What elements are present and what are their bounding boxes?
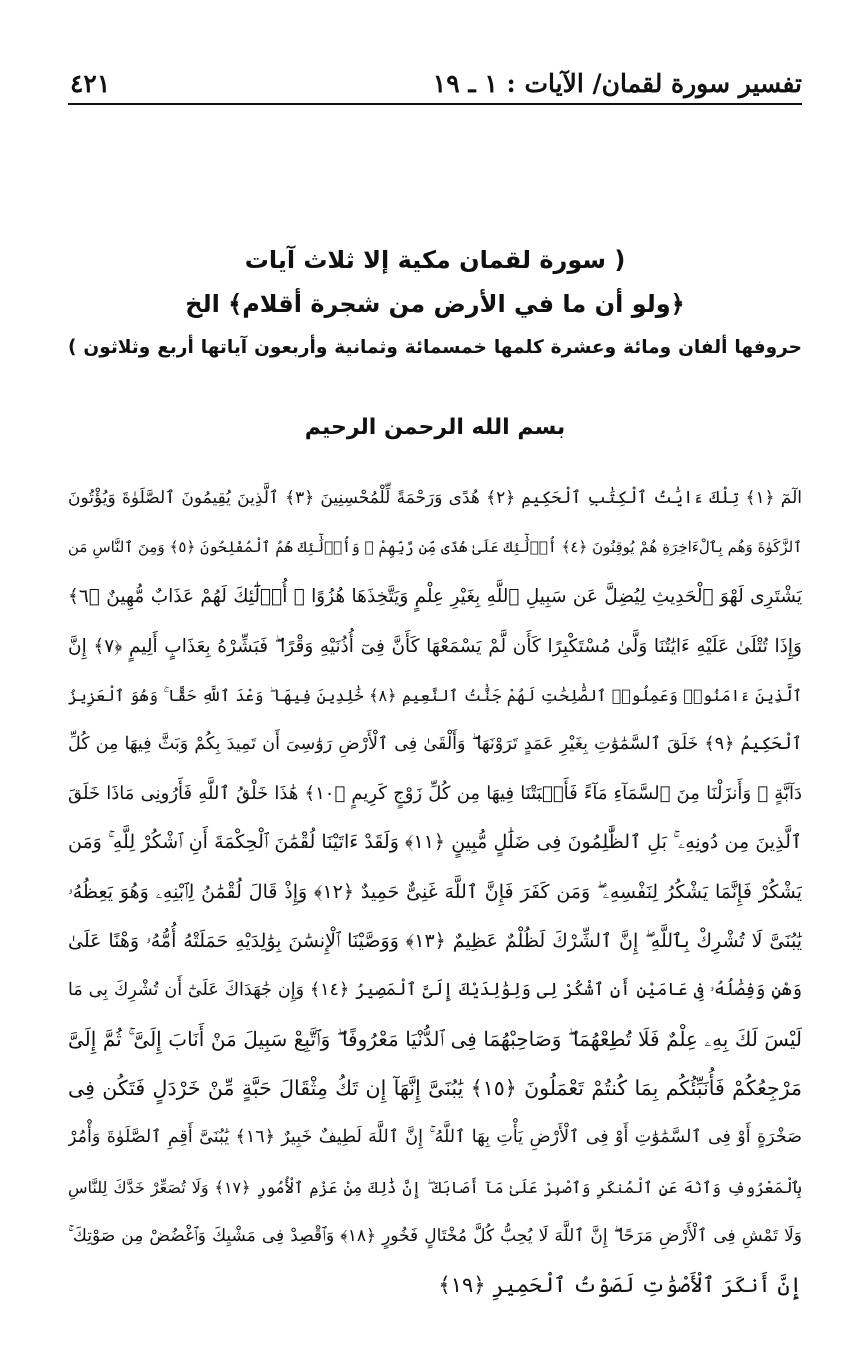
running-title: تفسير سورة لقمان/ الآيات : ١ ـ ١٩ — [432, 69, 802, 98]
quran-line: وَإِذَا تُتْلَىٰ عَلَيْهِ ءَايَٰتُنَا وَلَّىٰ مُسْتَكْبِرًا كَأَن لَّمْ يَسْمَعْهَا كَأَنَّ فِىٓ أُذُنَيْهِ وَقْرًا ۖ فَبَشِّرْهُ بِعَذَابٍ أَلِيمٍ ﴿٧﴾ إِنَّ — [68, 635, 802, 657]
quran-line: يَشْكُرْ فَإِنَّمَا يَشْكُرُ لِنَفْسِهِۦ ۖ وَمَن كَفَرَ فَإِنَّ ٱللَّهَ غَنِىٌّ حَمِيدٌ ﴿١٢﴾ وَإِذْ قَالَ لُقْمَٰنُ لِٱبْنِهِۦ وَهُوَ يَعِظُهُۥ — [68, 880, 802, 903]
surah-intro — [68, 238, 802, 370]
quran-line: يَٰبُنَىَّ لَا تُشْرِكْ بِٱللَّهِ ۖ إِنَّ ٱلشِّرْكَ لَظُلْمٌ عَظِيمٌ ﴿١٣﴾ وَوَصَّيْنَا ٱلْإِنسَٰنَ بِوَٰلِدَيْهِ حَمَلَتْهُ أُمُّهُۥ وَهْنًا عَلَىٰ — [68, 929, 802, 952]
quran-line: إِنَّ أَنكَرَ ٱلْأَصْوَٰتِ لَصَوْتُ ٱلْحَمِيرِ ﴿١٩﴾ — [438, 1273, 802, 1297]
quran-line: ٱلزَّكَوٰةَ وَهُم بِٱلْءَاخِرَةِ هُمْ يُوقِنُونَ ﴿٤﴾ أُو۟لَٰٓئِكَ عَلَىٰ هُدًى مِّن رَّبِّهِمْ ۖ وَأُو۟لَٰٓئِكَ هُمُ ٱلْمُفْلِحُونَ ﴿٥﴾ وَمِنَ ٱلنَّاسِ مَن — [68, 538, 802, 557]
surah-intro-line-2: ﴿ولو أن ما في الأرض من شجرة أقلام﴾ الخ — [185, 290, 685, 318]
quran-line: ٱلَّذِينَ مِن دُونِهِۦ ۚ بَلِ ٱلظَّٰلِمُونَ فِى ضَلَٰلٍ مُّبِينٍ ﴿١١﴾ وَلَقَدْ ءَاتَيْنَا لُقْمَٰنَ ٱلْحِكْمَةَ أَنِ ٱشْكُرْ لِلَّهِ ۚ وَمَن — [68, 831, 802, 854]
quran-line: صَخْرَةٍ أَوْ فِى ٱلسَّمَٰوَٰتِ أَوْ فِى ٱلْأَرْضِ يَأْتِ بِهَا ٱللَّهُ ۚ إِنَّ ٱللَّهَ لَطِيفٌ خَبِيرٌ ﴿١٦﴾ يَٰبُنَىَّ أَقِمِ ٱلصَّلَوٰةَ وَأْمُرْ — [68, 1127, 802, 1148]
quran-line: مَرْجِعُكُمْ فَأُنَبِّئُكُم بِمَا كُنتُمْ تَعْمَلُونَ ﴿١٥﴾ يَٰبُنَىَّ إِنَّهَآ إِن تَكُ مِثْقَالَ حَبَّةٍ مِّنْ خَرْدَلٍ فَتَكُن فِى — [68, 1076, 802, 1101]
quran-line: وَهْنٍ وَفِصَٰلُهُۥ فِى عَامَيْنِ أَنِ ٱشْكُرْ لِى وَلِوَٰلِدَيْكَ إِلَىَّ ٱلْمَصِيرُ ﴿١٤﴾ وَإِن جَٰهَدَاكَ عَلَىٰٓ أَن تُشْرِكَ بِى مَا — [68, 979, 802, 1000]
surah-intro-line-3: حروفها ألفان ومائة وعشرة كلمها خمسمائة وثمانية وأربعون آياتها أربع وثلاثون ) — [68, 337, 802, 358]
running-header — [70, 58, 802, 98]
quran-line: بِٱلْمَعْرُوفِ وَٱنْهَ عَنِ ٱلْمُنكَرِ وَٱصْبِرْ عَلَىٰ مَآ أَصَابَكَ ۖ إِنَّ ذَٰلِكَ مِنْ عَزْمِ ٱلْأُمُورِ ﴿١٧﴾ وَلَا تُصَعِّرْ خَدَّكَ لِلنَّاسِ — [68, 1177, 802, 1197]
quran-line: لَيْسَ لَكَ بِهِۦ عِلْمٌ فَلَا تُطِعْهُمَا ۖ وَصَاحِبْهُمَا فِى ٱلدُّنْيَا مَعْرُوفًا ۖ وَٱتَّبِعْ سَبِيلَ مَنْ أَنَابَ إِلَىَّ ۚ ثُمَّ إِلَىَّ — [68, 1027, 802, 1052]
quran-text — [68, 474, 802, 1310]
basmala: بسم الله الرحمن الرحيم — [304, 415, 566, 440]
quran-line: دَآبَّةٍ ۚ وَأَنزَلْنَا مِنَ ٱلسَّمَآءِ مَآءً فَأَنۢبَتْنَا فِيهَا مِن كُلِّ زَوْجٍ كَرِيمٍ ﴿١٠﴾ هَٰذَا خَلْقُ ٱللَّهِ فَأَرُونِى مَاذَا خَلَقَ — [68, 783, 802, 805]
page-number: ٤٢١ — [70, 69, 111, 98]
quran-line: ٱلْحَكِيمُ ﴿٩﴾ خَلَقَ ٱلسَّمَٰوَٰتِ بِغَيْرِ عَمَدٍ تَرَوْنَهَا ۖ وَأَلْقَىٰ فِى ٱلْأَرْضِ رَوَٰسِىَ أَن تَمِيدَ بِكُمْ وَبَثَّ فِيهَا مِن كُلِّ — [68, 733, 802, 754]
quran-line: ٱلَّذِينَ ءَامَنُوا۟ وَعَمِلُوا۟ ٱلصَّٰلِحَٰتِ لَهُمْ جَنَّٰتُ ٱلنَّعِيمِ ﴿٨﴾ خَٰلِدِينَ فِيهَا ۖ وَعْدَ ٱللَّهِ حَقًّا ۚ وَهُوَ ٱلْعَزِيزُ — [68, 685, 802, 705]
header-rule — [68, 103, 802, 105]
quran-line: الٓمٓ ﴿١﴾ تِلْكَ ءَايَٰتُ ٱلْكِتَٰبِ ٱلْحَكِيمِ ﴿٢﴾ هُدًى وَرَحْمَةً لِّلْمُحْسِنِينَ ﴿٣﴾ ٱلَّذِينَ يُقِيمُونَ ٱلصَّلَوٰةَ وَيُؤْتُونَ — [68, 488, 802, 508]
surah-intro-line-1: ( سورة لقمان مكية إلا ثلاث آيات — [244, 246, 626, 274]
quran-line: وَلَا تَمْشِ فِى ٱلْأَرْضِ مَرَحًا ۖ إِنَّ ٱللَّهَ لَا يُحِبُّ كُلَّ مُخْتَالٍ فَخُورٍ ﴿١٨﴾ وَٱقْصِدْ فِى مَشْيِكَ وَٱغْضُضْ مِن صَوْتِكَ ۚ — [68, 1225, 802, 1246]
quran-line: يَشْتَرِى لَهْوَ ٱلْحَدِيثِ لِيُضِلَّ عَن سَبِيلِ ٱللَّهِ بِغَيْرِ عِلْمٍ وَيَتَّخِذَهَا هُزُوًا ۚ أُو۟لَٰٓئِكَ لَهُمْ عَذَابٌ مُّهِينٌ ﴿٦﴾ — [68, 586, 802, 608]
